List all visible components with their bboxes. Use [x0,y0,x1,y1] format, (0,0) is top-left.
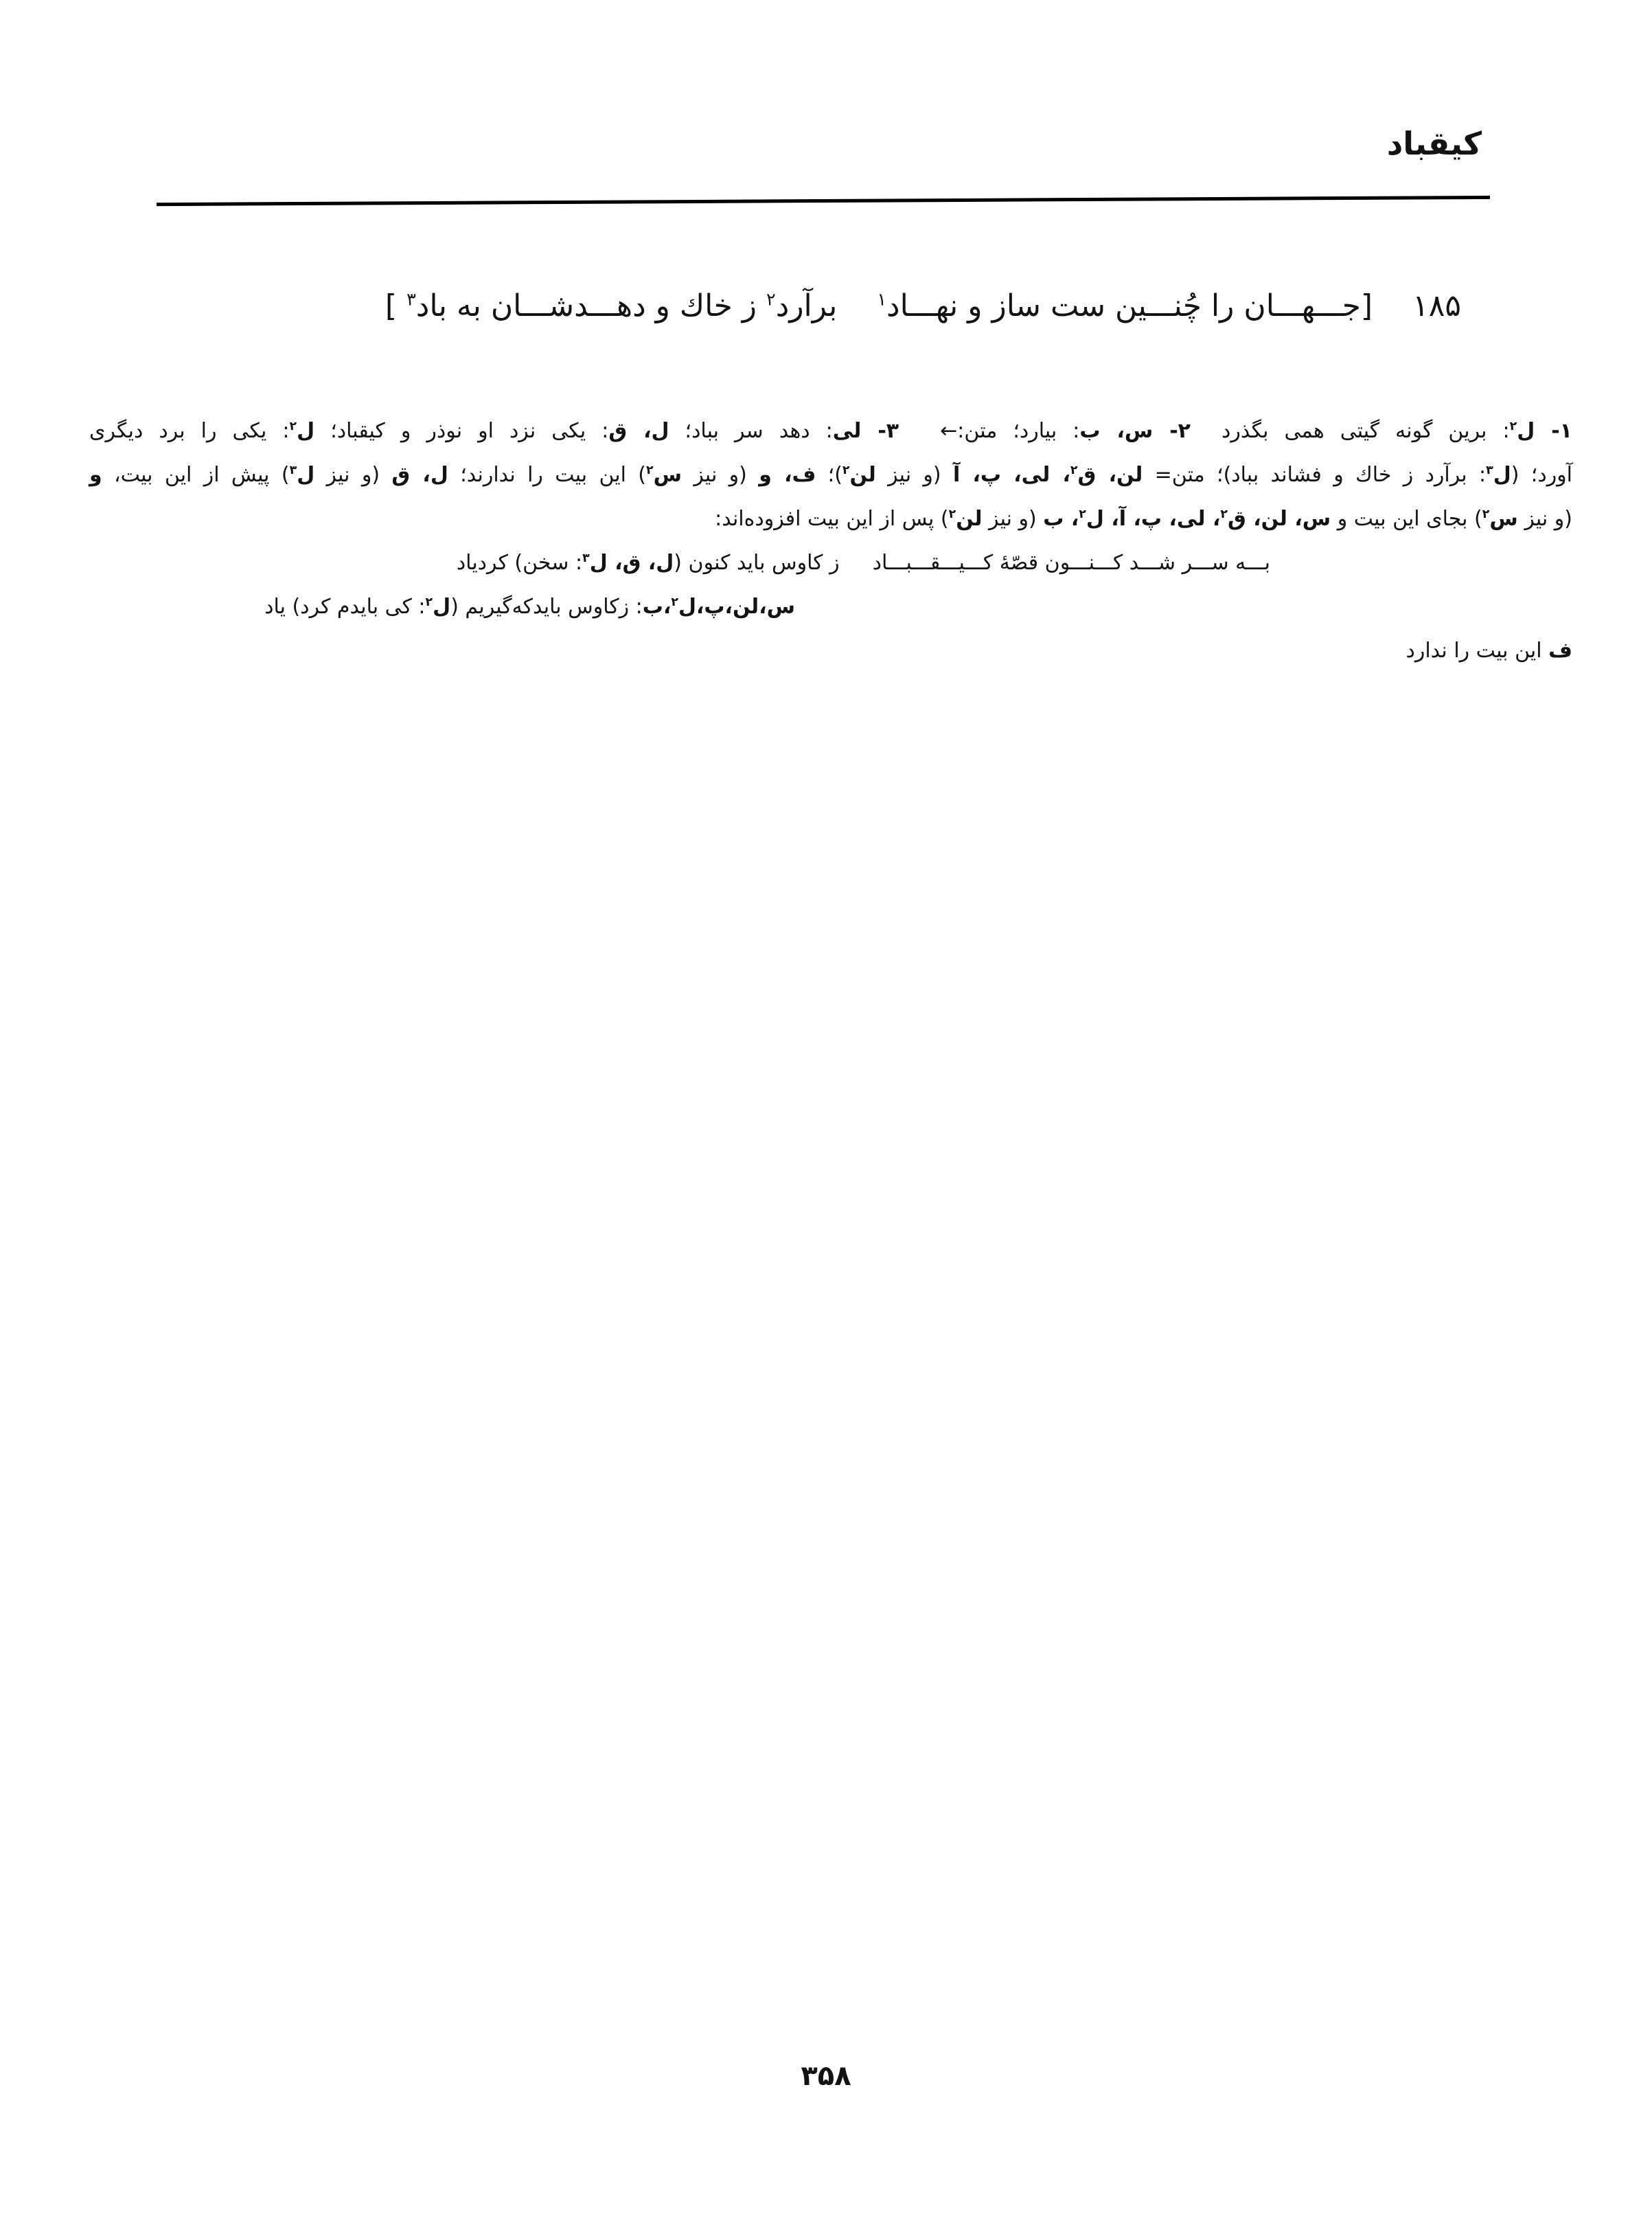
apparatus-line-final: ف اين بيت را ندارد [1406,639,1572,663]
verse-hemistich-left: برآرد$^۲$ ز خاك و دهـــدشـــان به باد$^۳$ ] [385,288,838,323]
apparatus-line-2: آورد؛ (ل$^۳$: برآرد ز خاك و فشاند بباد)؛ متن= لن، ق$^۲$، لى، پ، آ (و نيز لن$^۲$)؛ ف، و (و نيز س$^۲$) اين بيت را ندارند؛ ل، ق (و نيز ل$^۳$) پيش از اين بيت، و [89,463,1573,487]
added-verse-hemistich-left: ز كاوس بايد كنون (ل، ق، ل$^۳$: سخن) كردياد [456,551,840,575]
apparatus-added-verse [89,541,1572,585]
page-number: ۳۵۸ [801,2060,851,2092]
apparatus-line-1: ۱- ل$^۲$: برين گونه گيتى همى بگذرد ۲- س، ب: بيارد؛ متن:← ۳- لى: دهد سر بباد؛ ل، ق: يكى نزد او نوذر و كيقباد؛ ل$^۲$: يكى را برد ديگرى [89,419,1572,443]
verse-line-185 [385,288,1461,323]
critical-apparatus [89,409,1572,673]
running-head-chapter-title: كيقباد [1386,125,1482,162]
header-rule [157,196,1490,206]
apparatus-variant-line: س،لن،پ،ل$^۲$،ب: زكاوس بايدكه‌گيريم (ل$^۲$: كى بايدم كرد) ياد [264,595,795,619]
verse-hemistich-right: [جـــهـــان را چُنـــين ست ساز و نهـــاد$^۱$ [877,288,1373,323]
added-verse-hemistich-right: بـــه ســـر شـــد كـــنـــون قصّۀ كـــيـــقـــبـــاد [872,551,1270,575]
apparatus-line-3: (و نيز س$^۲$) بجاى اين بيت و س، لن، ق$^۲$، لى، پ، آ، ل$^۲$، ب (و نيز لن$^۲$) پس از اين بيت افزوده‌اند: [715,507,1572,531]
verse-number: ۱۸۵ [1412,288,1461,323]
